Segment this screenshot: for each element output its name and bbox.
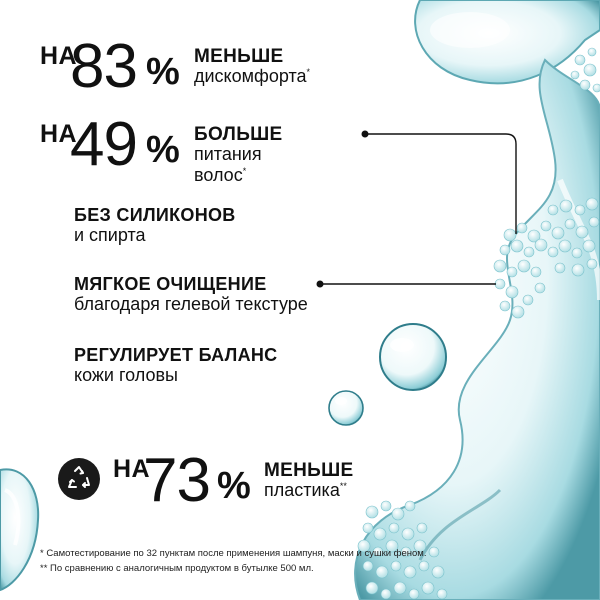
claim-2-number: 49 [70, 110, 137, 179]
claim-1-number: 83 [70, 32, 137, 101]
connector-line-top [362, 131, 517, 235]
footnotes [40, 546, 426, 576]
claim-3-prefix: НА [113, 455, 151, 483]
claim-3-subline: пластика** [264, 480, 347, 500]
claim-2-footnote-mark: * [242, 166, 247, 176]
claim-1-prefix: НА [40, 42, 78, 70]
claim-2-prefix: НА [40, 120, 78, 148]
claim-2-subline: питания волос* [194, 144, 262, 185]
footnote-2: ** По сравнению с аналогичным продуктом в бутылке 500 мл. [40, 563, 314, 574]
bubble-large [380, 324, 446, 390]
claim-3-percent: % [217, 465, 251, 507]
bubble-small [329, 391, 363, 425]
feature-1-title: БЕЗ СИЛИКОНОВ [74, 205, 236, 225]
claim-1-percent: % [146, 51, 180, 93]
gel-drop-top [415, 0, 600, 83]
gel-drop-bottom-left [0, 469, 38, 590]
claim-1-subline: дискомфорта* [194, 66, 311, 86]
claim-1-headline: МЕНЬШЕ [194, 46, 284, 67]
gel-column-right [355, 60, 600, 600]
feature-2-subtitle: благодаря гелевой текстуре [74, 294, 308, 314]
connector-line-middle [317, 281, 497, 288]
feature-2-title: МЯГКОЕ ОЧИЩЕНИЕ [74, 274, 267, 294]
feature-3-title: РЕГУЛИРУЕТ БАЛАНС [74, 345, 278, 365]
claim-2-percent: % [146, 129, 180, 171]
claim-3-number: 73 [143, 446, 210, 515]
feature-3-subtitle: кожи головы [74, 365, 178, 385]
feature-1-subtitle: и спирта [74, 225, 146, 245]
claim-3-headline: МЕНЬШЕ [264, 460, 354, 481]
footnote-1: * Самотестирование по 32 пунктам после применения шампуня, маски и сушки феном. [40, 548, 427, 559]
claim-3-footnote-mark: ** [339, 481, 347, 491]
recycle-icon [58, 458, 100, 500]
claim-2-headline: БОЛЬШЕ [194, 124, 283, 145]
claim-1-footnote-mark: * [306, 67, 311, 77]
